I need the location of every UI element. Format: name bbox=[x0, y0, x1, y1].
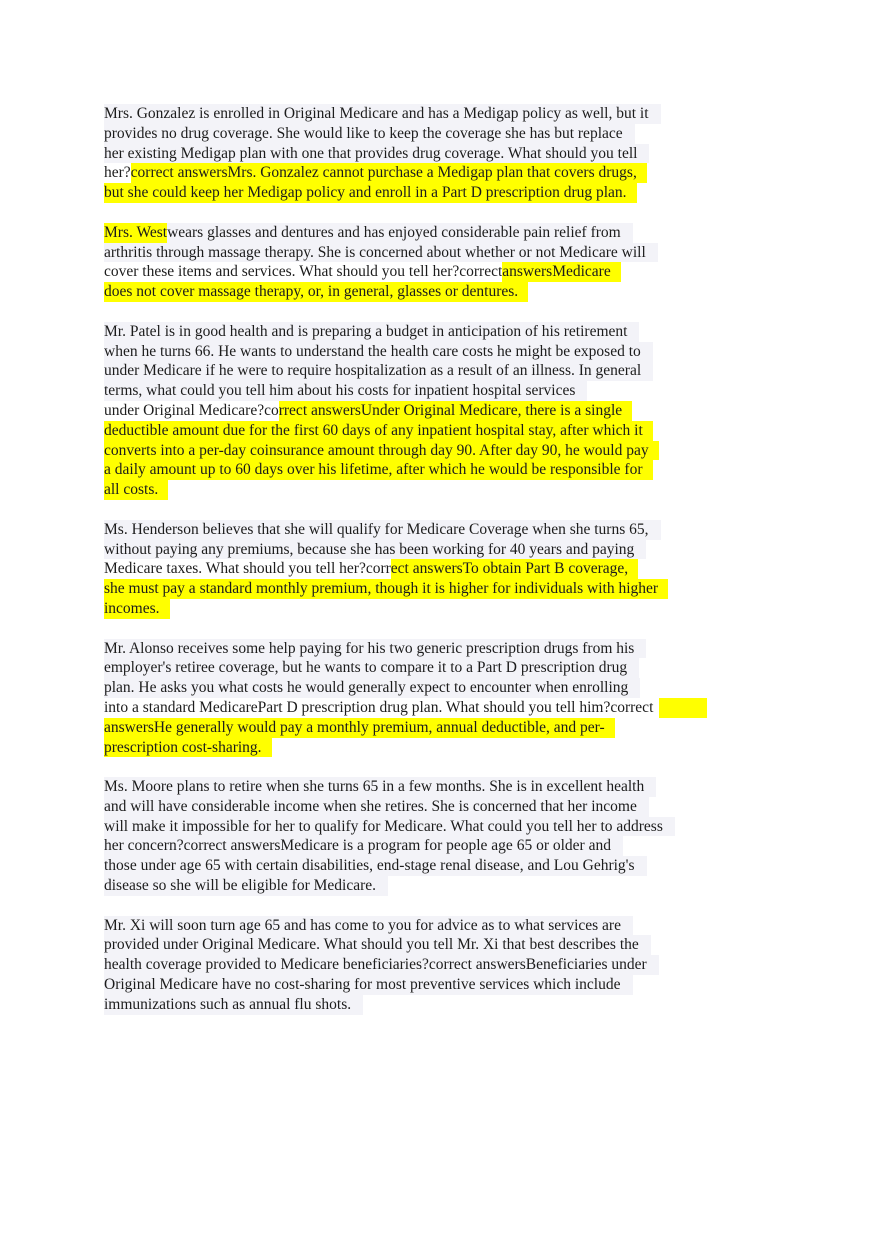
highlighted-answer: deductible amount due for the first 60 days of any inpatient hospital stay, after which it bbox=[104, 421, 653, 441]
document-body bbox=[104, 104, 784, 1034]
qa-paragraph-patel bbox=[104, 322, 784, 500]
highlighted-answer: all costs. bbox=[104, 480, 168, 500]
highlighted-answer: but she could keep her Medigap policy and enroll in a Part D prescription drug plan. bbox=[104, 183, 637, 203]
answer-text: her concern?correct answersMedicare is a program for people age 65 or older and bbox=[104, 836, 623, 856]
answer-text: immunizations such as annual flu shots. bbox=[104, 995, 363, 1015]
highlighted-answer: rrect answersUnder Original Medicare, there is a single bbox=[279, 401, 632, 421]
qa-paragraph-west bbox=[104, 223, 784, 302]
question-text: Mr. Patel is in good health and is preparing a budget in anticipation of his retirement bbox=[104, 322, 639, 342]
answer-text: Original Medicare have no cost-sharing for most preventive services which include bbox=[104, 975, 633, 995]
question-text: Medicare taxes. What should you tell her?corr bbox=[104, 560, 391, 578]
question-text: Ms. Moore plans to retire when she turns 65 in a few months. She is in excellent health bbox=[104, 777, 656, 797]
highlighted-answer: answersMedicare bbox=[502, 262, 620, 282]
question-text: when he turns 66. He wants to understand the health care costs he might be exposed to bbox=[104, 342, 653, 362]
answer-text: those under age 65 with certain disabilities, end-stage renal disease, and Lou Gehrig's bbox=[104, 856, 647, 876]
question-text: and will have considerable income when she retires. She is concerned that her income bbox=[104, 797, 649, 817]
answer-text: disease so she will be eligible for Medicare. bbox=[104, 876, 388, 896]
question-text: arthritis through massage therapy. She is concerned about whether or not Medicare will bbox=[104, 243, 658, 263]
qa-paragraph-henderson bbox=[104, 520, 784, 619]
question-text: wears glasses and dentures and has enjoyed considerable pain relief from bbox=[167, 223, 633, 243]
question-text: employer's retiree coverage, but he wants to compare it to a Part D prescription drug bbox=[104, 658, 639, 678]
question-text: her? bbox=[104, 164, 131, 182]
highlighted-answer: answersHe generally would pay a monthly premium, annual deductible, and per- bbox=[104, 718, 615, 738]
question-text: will make it impossible for her to qualify for Medicare. What could you tell her to address bbox=[104, 817, 675, 837]
qa-paragraph-gonzalez bbox=[104, 104, 784, 203]
highlighted-answer: prescription cost-sharing. bbox=[104, 738, 272, 758]
highlighted-answer: ect answersTo obtain Part B coverage, bbox=[391, 559, 638, 579]
question-text: Mrs. Gonzalez is enrolled in Original Medicare and has a Medigap policy as well, but it bbox=[104, 104, 661, 124]
qa-paragraph-alonso bbox=[104, 639, 784, 758]
question-text: under Original Medicare?co bbox=[104, 401, 279, 419]
qa-paragraph-xi bbox=[104, 916, 784, 1015]
answer-text: health coverage provided to Medicare beneficiaries?correct answersBeneficiaries under bbox=[104, 955, 659, 975]
question-text: cover these items and services. What should you tell her?correct bbox=[104, 263, 503, 281]
highlighted-answer: correct answersMrs. Gonzalez cannot purchase a Medigap plan that covers drugs, bbox=[131, 163, 647, 183]
question-text: her existing Medigap plan with one that provides drug coverage. What should you tell bbox=[104, 144, 649, 164]
highlighted-answer: does not cover massage therapy, or, in general, glasses or dentures. bbox=[104, 282, 528, 302]
highlighted-answer: she must pay a standard monthly premium, though it is higher for individuals with higher bbox=[104, 579, 668, 599]
highlighted-answer: incomes. bbox=[104, 599, 170, 619]
highlighted-answer: converts into a per-day coinsurance amount through day 90. After day 90, he would pay bbox=[104, 441, 659, 461]
highlighted-name: Mrs. West bbox=[104, 223, 168, 241]
question-text: into a standard MedicarePart D prescription drug plan. What should you tell him?correct bbox=[104, 698, 654, 716]
question-text: Ms. Henderson believes that she will qualify for Medicare Coverage when she turns 65, bbox=[104, 520, 661, 540]
qa-paragraph-moore bbox=[104, 777, 784, 896]
highlighted-answer bbox=[659, 698, 707, 718]
question-text: Mr. Alonso receives some help paying for his two generic prescription drugs from his bbox=[104, 639, 646, 659]
question-text: Mr. Xi will soon turn age 65 and has come to you for advice as to what services are bbox=[104, 916, 633, 936]
question-text: plan. He asks you what costs he would generally expect to encounter when enrolling bbox=[104, 678, 640, 698]
highlighted-answer: a daily amount up to 60 days over his lifetime, after which he would be responsible for bbox=[104, 460, 653, 480]
question-text: provided under Original Medicare. What should you tell Mr. Xi that best describes the bbox=[104, 935, 651, 955]
question-text: without paying any premiums, because she has been working for 40 years and paying bbox=[104, 540, 646, 560]
question-text: provides no drug coverage. She would like to keep the coverage she has but replace bbox=[104, 124, 635, 144]
question-text: under Medicare if he were to require hospitalization as a result of an illness. In general bbox=[104, 361, 653, 381]
question-text: terms, what could you tell him about his costs for inpatient hospital services bbox=[104, 381, 587, 401]
